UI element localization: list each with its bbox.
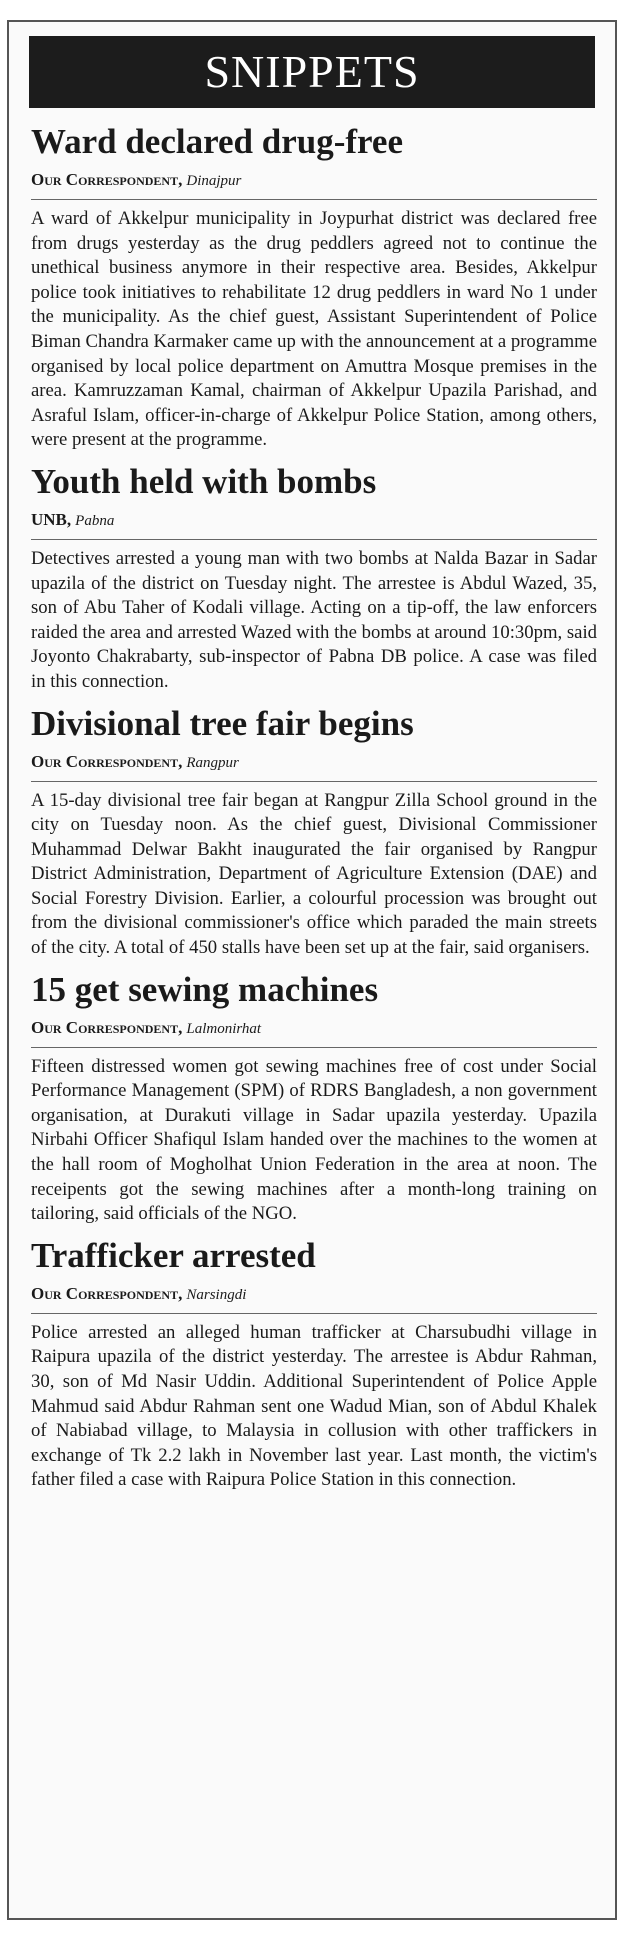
snippets-column	[31, 118, 597, 1493]
story-tree-fair	[31, 700, 597, 961]
story-byline	[31, 751, 597, 782]
byline-source: Our Correspondent,	[31, 1283, 183, 1303]
byline-source: Our Correspondent,	[31, 1017, 183, 1037]
byline-source: Our Correspondent,	[31, 170, 183, 189]
story-trafficker-arrested	[31, 1232, 597, 1493]
story-byline	[31, 1017, 597, 1048]
byline-source: Our Correspondent,	[31, 751, 183, 771]
story-body: A ward of Akkelpur municipality in Joypurhat district was declared free from drugs yesterday as the drug peddlers agreed not to continue the unethical business anymore in their respective area. Besides, Akkelpur police took initiatives to rehabilitate 12 drug peddlers in ward No 1 under the municipality. As the chief guest, Assistant Superintendent of Police Biman Chandra Karmaker came up with the announcement at a programme organised by local police department on Amuttra Mosque premises in the area. Kamruzzaman Kamal, chairman of Akkelpur Upazila Parishad, and Asraful Islam, officer-in-charge of Akkelpur Police Station, among others, were present at the programme.	[31, 208, 597, 451]
story-sewing-machines	[31, 966, 597, 1227]
page-title: SNIPPETS	[29, 36, 595, 108]
snippets-frame	[7, 20, 617, 1920]
byline-place: Pabna	[75, 512, 115, 529]
story-byline	[31, 169, 597, 200]
story-ward-drug-free	[31, 118, 597, 453]
byline-place: Narsingdi	[186, 1286, 247, 1303]
story-headline: Youth held with bombs	[31, 461, 377, 501]
byline-place: Dinajpur	[186, 173, 242, 189]
byline-source: UNB,	[31, 509, 72, 529]
story-body: Police arrested an alleged human trafficker at Charsubudhi village in Raipura upazila of the district yesterday. The arrestee is Abdur Rahman, 30, son of Md Nasir Uddin. Additional Superintendent of Police Apple Mahmud said Abdur Rahman sent one Wadud Mian, son of Abdul Khalek of Nabiabad village, to Malaysia in collusion with other traffickers in exchange of Tk 2.2 lakh in November last year. Last month, the victim's father filed a case with Raipura Police Station in this connection.	[31, 1321, 597, 1491]
story-body: Detectives arrested a young man with two bombs at Nalda Bazar in Sadar upazila of the district on Tuesday night. The arrestee is Abdul Wazed, 35, son of Abu Taher of Kodali village. Acting on a tip-off, the law enforcers raided the area and arrested Wazed with the bombs at around 10:30pm, said Joyonto Chakrabarty, sub-inspector of Pabna DB police. A case was filed in this connection.	[31, 547, 597, 692]
story-headline: Trafficker arrested	[31, 1235, 316, 1275]
byline-place: Rangpur	[186, 754, 239, 771]
byline-place: Lalmonirhat	[186, 1020, 262, 1037]
story-byline	[31, 509, 597, 540]
story-body: A 15-day divisional tree fair began at Rangpur Zilla School ground in the city on Tuesday noon. As the chief guest, Divisional Commissioner Muhammad Delwar Bakht inaugurated the fair organised by Rangpur District Administration, Department of Agriculture Extension (DAE) and Social Forestry Division. Earlier, a colourful procession was brought out from the divisional commissioner's office which paraded the main streets of the city. A total of 450 stalls have been set up at the fair, said organisers.	[31, 789, 597, 959]
story-headline: Ward declared drug-free	[31, 122, 403, 161]
story-body: Fifteen distressed women got sewing machines free of cost under Social Performance Management (SPM) of RDRS Bangladesh, a non government organisation, at Durakuti village in Sadar upazila yesterday. Upazila Nirbahi Officer Shafiqul Islam handed over the machines to the women at the hall room of Mogholhat Union Federation in the area at noon. The receipents got the sewing machines after a month-long training on tailoring, said officials of the NGO.	[31, 1055, 597, 1225]
story-headline: 15 get sewing machines	[31, 969, 379, 1009]
story-youth-bombs	[31, 458, 597, 695]
story-headline: Divisional tree fair begins	[31, 703, 414, 743]
story-byline	[31, 1283, 597, 1314]
